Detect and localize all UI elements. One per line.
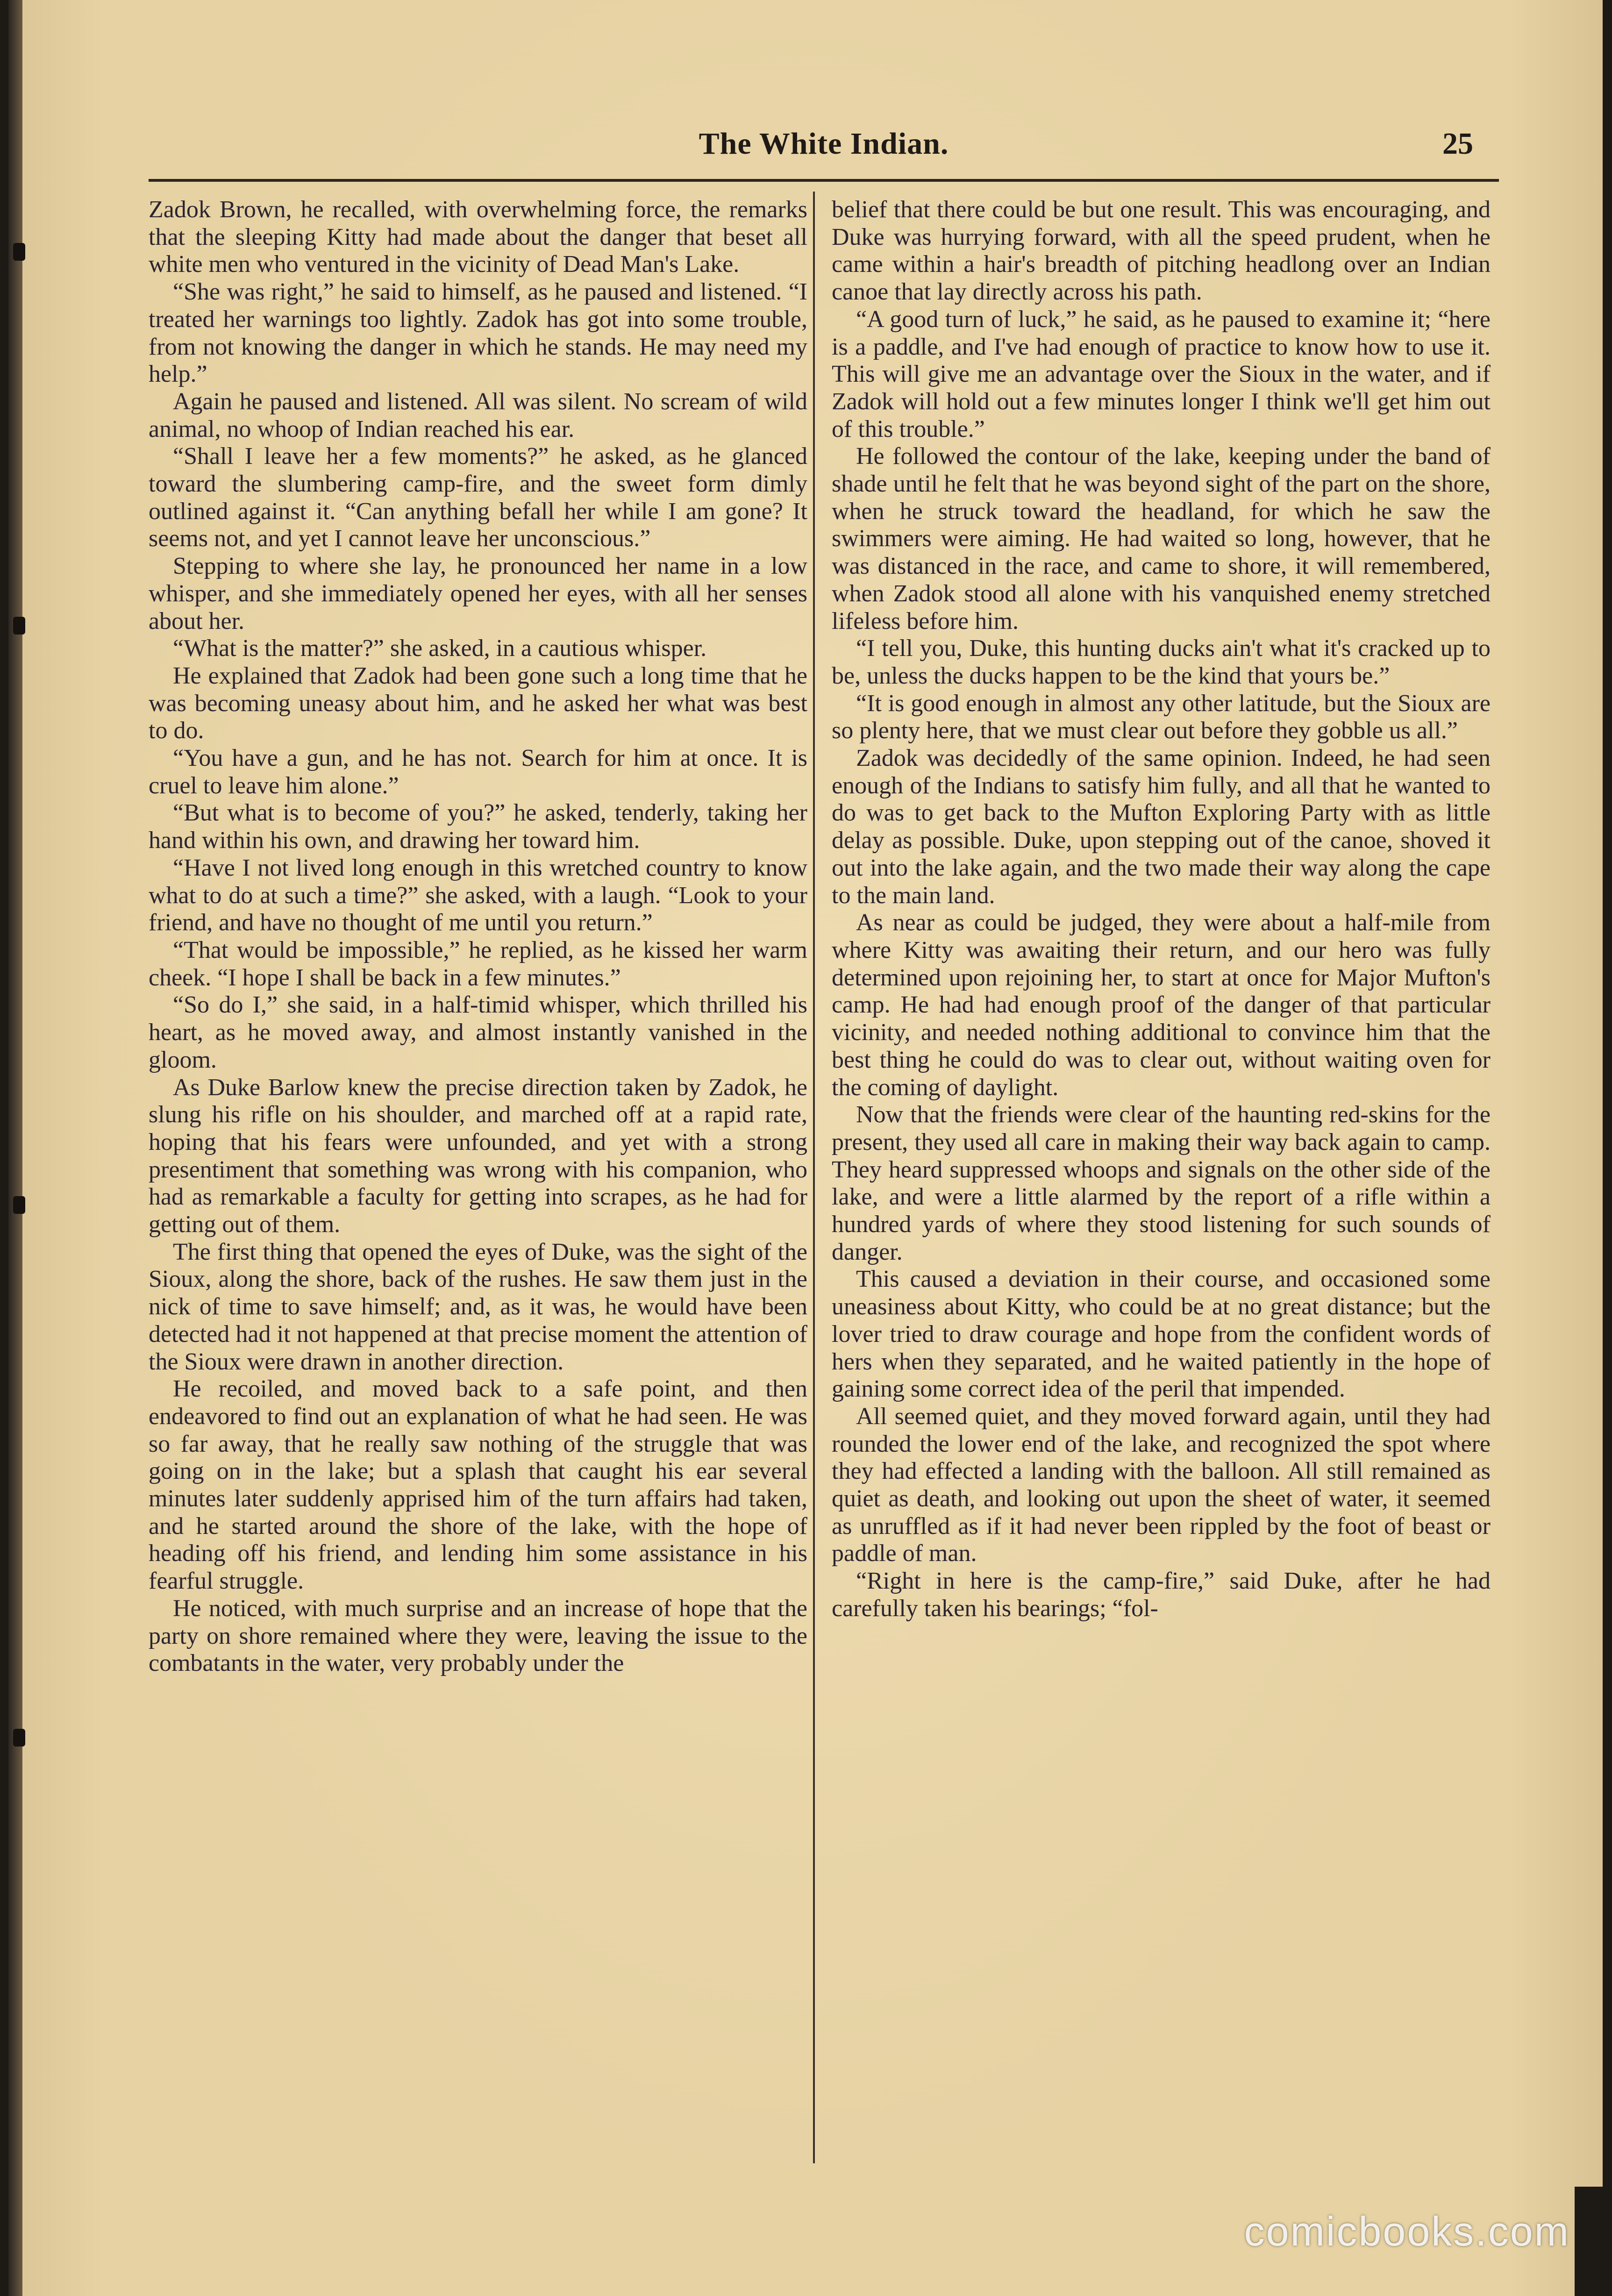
paragraph: “Shall I leave her a few moments?” he asked, as he glanced toward the slumbering camp-fire, and the sweet form dimly outlined against it. “Can anything befall her while I am gone? It seems not, and yet I cannot leave her unconscious.” [149,443,807,552]
paragraph: “So do I,” she said, in a half-timid whisper, which thrilled his heart, as he moved away, and almost instantly vanished in the gloom. [149,991,807,1073]
paragraph: Again he paused and listened. All was silent. No scream of wild animal, no whoop of Indian reached his ear. [149,388,807,442]
paragraph: “Right in here is the camp-fire,” said Duke, after he had carefully taken his bearings; “fol- [832,1568,1491,1622]
binding-hole [13,617,25,635]
paragraph: “Have I not lived long enough in this wretched country to know what to do at such a time?” she asked, with a laugh. “Look to your friend, and have no thought of me until you return.” [149,854,807,936]
page-corner-shadow [1575,2187,1612,2296]
paragraph: This caused a deviation in their course, and occasioned some uneasiness about Kitty, who could be at no great distance; but the lover tried to draw courage and hope from the confident words of hers when they separated, and he waited patiently in the hope of gaining some correct idea of the peril that impended. [832,1266,1491,1403]
paragraph: “She was right,” he said to himself, as he paused and listened. “I treated her warnings too lightly. Zadok has got into some trouble, from not knowing the danger in which he stands. He may need my help.” [149,278,807,388]
binding-hole [13,1196,25,1214]
binding-hole [13,243,25,261]
paragraph: As near as could be judged, they were about a half-mile from where Kitty was awaiting their return, and our hero was fully determined upon rejoining her, to start at once for Major Mufton's camp. He had had enough proof of the danger of that particular vicinity, and needed nothing additional to convince him that the best thing he could do was to clear out, without waiting oven for the coming of daylight. [832,909,1491,1101]
binding-edge [8,0,22,2296]
magazine-page [8,0,1603,2296]
paragraph: Stepping to where she lay, he pronounced her name in a low whisper, and she immediately opened her eyes, with all her senses about her. [149,553,807,635]
paragraph: “It is good enough in almost any other latitude, but the Sioux are so plenty here, that we must clear out before they gobble us all.” [832,690,1491,744]
paragraph: “That would be impossible,” he replied, as he kissed her warm cheek. “I hope I shall be back in a few minutes.” [149,936,807,991]
paragraph: He noticed, with much surprise and an increase of hope that the party on shore remained where they were, leaving the issue to the combatants in the water, very probably under the [149,1595,807,1677]
column-divider [813,192,815,2163]
paragraph: “You have a gun, and he has not. Search for him at once. It is cruel to leave him alone.” [149,745,807,799]
running-header [149,117,1499,168]
paragraph: All seemed quiet, and they moved forward again, until they had rounded the lower end of the lake, and recognized the spot where they had effected a landing with the balloon. All still remained as quiet as death, and looking out upon the sheet of water, it seemed as unruffled as if it had never been rippled by the foot of beast or paddle of man. [832,1403,1491,1567]
paragraph: As Duke Barlow knew the precise direction taken by Zadok, he slung his rifle on his shoulder, and marched off at a rapid rate, hoping that his fears were unfounded, and yet with a strong presentiment that something was wrong with his companion, who had as remarkable a faculty for getting into scrapes, as he had for getting out of them. [149,1074,807,1238]
paragraph: Zadok was decidedly of the same opinion. Indeed, he had seen enough of the Indians to satisfy him fully, and all that he wanted to do was to get back to the Mufton Exploring Party with as little delay as possible. Duke, upon stepping out of the canoe, shoved it out into the lake again, and the two made their way along the cape to the main land. [832,745,1491,909]
site-watermark: comicbooks.com [1244,2208,1570,2254]
paragraph: He explained that Zadok had been gone such a long time that he was becoming uneasy about him, and he asked her what was best to do. [149,662,807,744]
page-number: 25 [1442,127,1473,161]
header-rule [149,179,1499,182]
paragraph: “A good turn of luck,” he said, as he paused to examine it; “here is a paddle, and I've had enough of practice to know how to use it. This will give me an advantage over the Sioux in the water, and if Zadok will hold out a few minutes longer I think we'll get him out of this trouble.” [832,306,1491,442]
paragraph: The first thing that opened the eyes of Duke, was the sight of the Sioux, along the shore, back of the rushes. He saw them just in the nick of time to save himself; and, as it was, he would have been detected had it not happened at that precise moment the attention of the Sioux were drawn in another direction. [149,1238,807,1375]
paragraph: He followed the contour of the lake, keeping under the band of shade until he felt that he was beyond sight of the part on the shore, when he struck toward the headland, for which he saw the swimmers were aiming. He had waited so long, however, that he was distanced in the race, and came to shore, it will remembered, when Zadok stood all alone with his vanquished enemy stretched lifeless before him. [832,443,1491,635]
paragraph: Zadok Brown, he recalled, with overwhelming force, the remarks that the sleeping Kitty had made about the danger that beset all white men who ventured in the vicinity of Dead Man's Lake. [149,196,807,278]
paragraph: “But what is to become of you?” he asked, tenderly, taking her hand within his own, and drawing her toward him. [149,799,807,854]
paragraph: “What is the matter?” she asked, in a cautious whisper. [173,635,707,662]
right-column [832,196,1491,2177]
paragraph: Now that the friends were clear of the haunting red-skins for the present, they used all care in making their way back again to camp. They heard suppressed whoops and signals on the other side of the lake, and were a little alarmed by the report of a rifle within a hundred yards of where they stood listening for such sounds of danger. [832,1101,1491,1265]
page-title: The White Indian. [699,127,949,161]
binding-hole [13,1729,25,1747]
left-column [149,196,807,2177]
paragraph: belief that there could be but one result. This was encouraging, and Duke was hurrying forward, with all the speed prudent, when he came within a hair's breadth of pitching headlong over an Indian canoe that lay directly across his path. [832,196,1491,306]
paragraph: “I tell you, Duke, this hunting ducks ain't what it's cracked up to be, unless the ducks happen to be the kind that yours be.” [832,635,1491,689]
paragraph: He recoiled, and moved back to a safe point, and then endeavored to find out an explanation of what he had seen. He was so far away, that he really saw nothing of the struggle that was going on in the lake; but a splash that caught his ear several minutes later suddenly apprised him of the turn affairs had taken, and he started around the shore of the lake, with the hope of heading off his friend, and lending him some assistance in his fearful struggle. [149,1376,807,1595]
